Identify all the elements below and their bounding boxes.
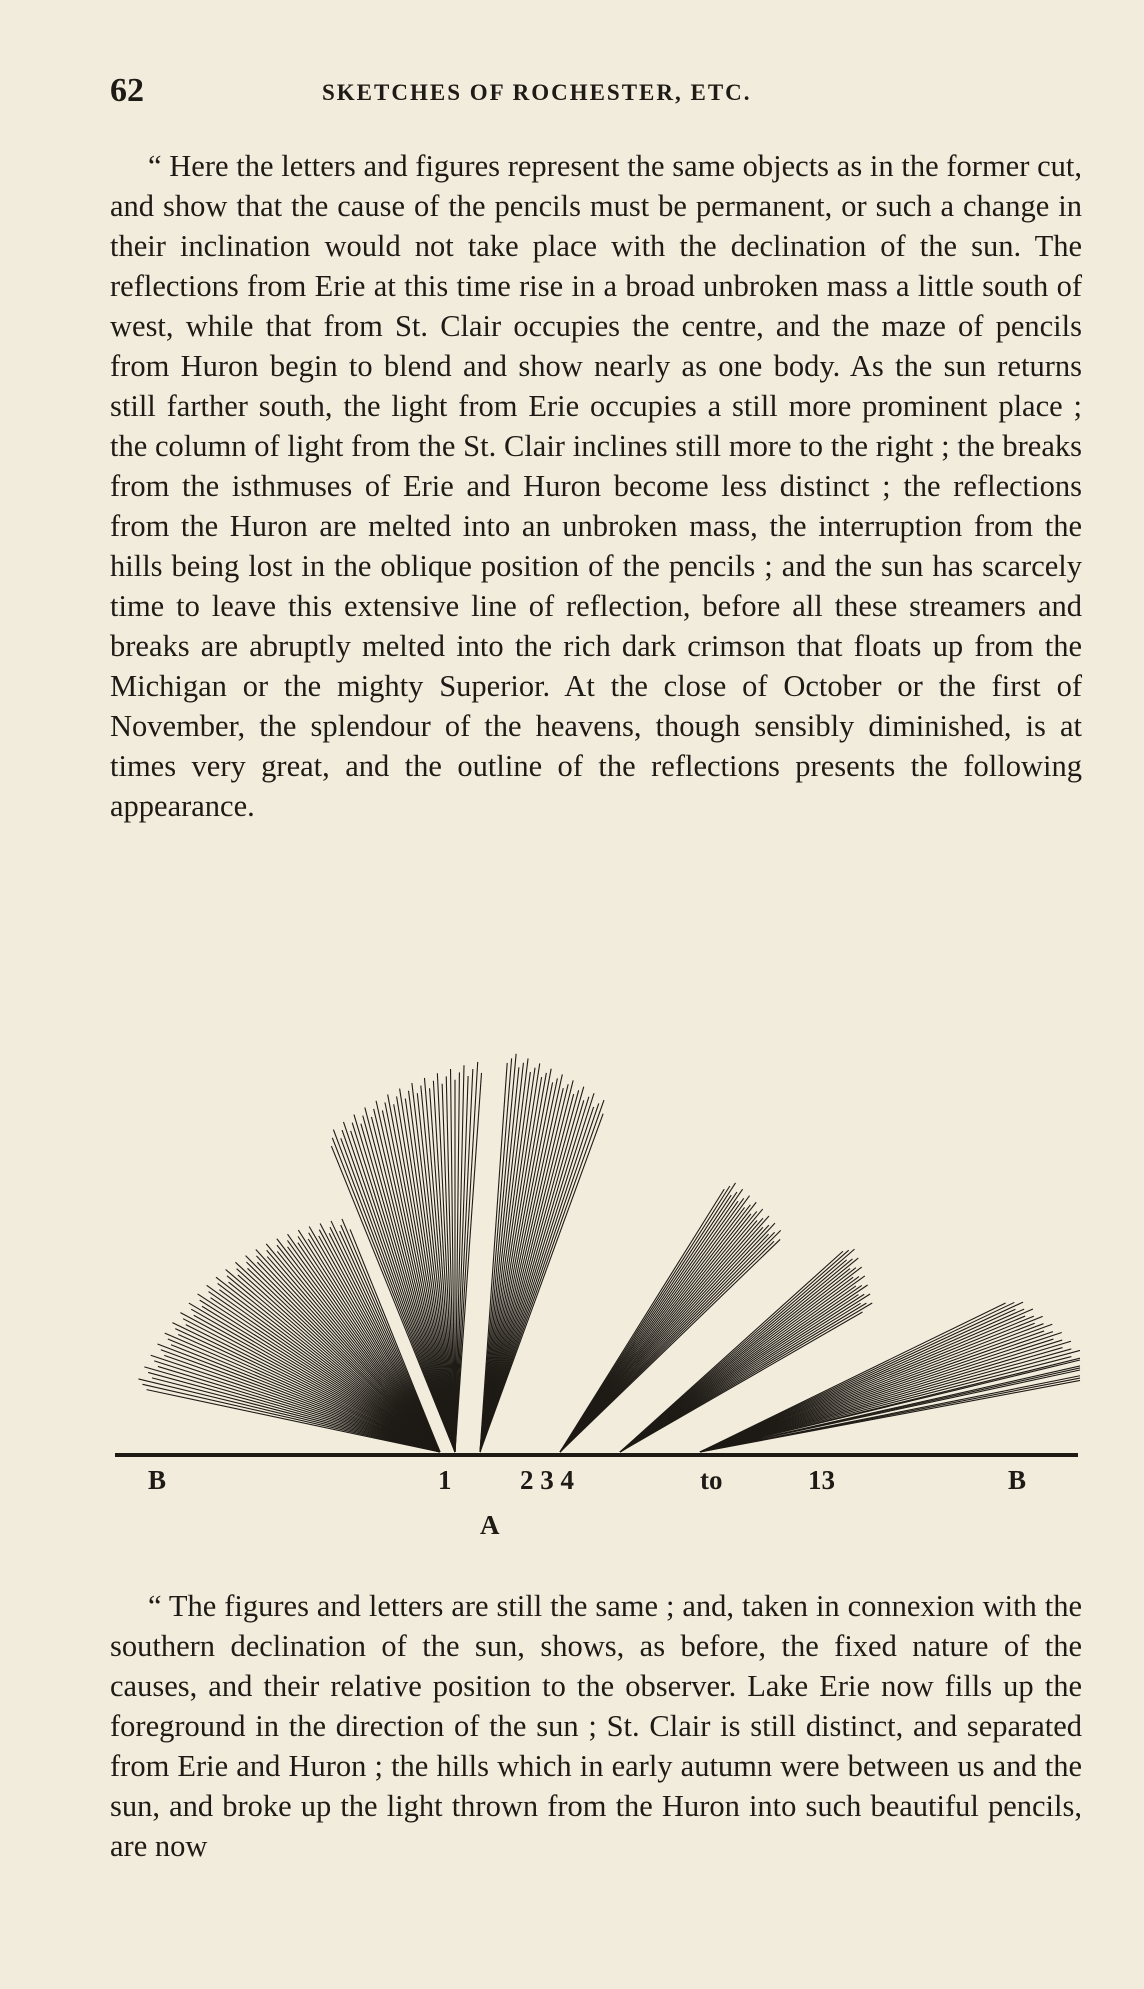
ray-5-209 <box>700 1360 1080 1452</box>
page-number: 62 <box>110 72 144 109</box>
ray-2-116 <box>480 1072 530 1452</box>
label-1: 1 <box>438 1465 452 1495</box>
label-2-3-4: 2 3 4 <box>520 1465 574 1495</box>
label-right-b: B <box>1008 1465 1027 1495</box>
label-to: to <box>700 1465 723 1495</box>
ray-2-119 <box>480 1077 542 1452</box>
page-header <box>110 72 1090 112</box>
reflection-figure <box>100 1040 1090 1560</box>
reflection-rays-engraving <box>100 1040 1090 1560</box>
paragraph-1: “ Here the letters and figures represent the same objects as in the former cut, and show that the cause of the pencils must be permanent, or such a change in their inclination would not take place with the declination of the sun. The reflections from Erie at this time rise in a broad unbroken mass a little south of west, while that from St. Clair occupies the centre, and the maze of pencils from Huron begin to blend and show nearly as one body. As the sun returns still farther south, the light from Erie occupies a still more prominent place ; the column of light from the St. Clair inclines still more to the right ; the breaks from the isthmuses of Erie and Huron become less distinct ; the reflections from the Huron are melted into an unbroken mass, the interruption from the hills being lost in the oblique position of the pencils ; and the sun has scarcely time to leave this extensive line of reflection, before all these streamers and breaks are abruptly melted into the rich dark crimson that floats up from the Michigan or the mighty Superior. At the close of October or the first of November, the splendour of the heavens, though sensibly diminished, is at times very great, and the outline of the reflections presents the following appearance. <box>110 149 1082 823</box>
ray-2-117 <box>480 1068 535 1452</box>
running-head: SKETCHES OF ROCHESTER, ETC. <box>322 80 752 105</box>
ray-2-122 <box>480 1082 553 1452</box>
label-13: 13 <box>808 1465 835 1495</box>
ray-2-127 <box>480 1080 573 1452</box>
label-left-b: B <box>148 1465 167 1495</box>
ray-2-130 <box>480 1087 584 1452</box>
ray-5-212 <box>700 1370 1080 1452</box>
ray-4-185 <box>620 1312 862 1452</box>
label-a: A <box>480 1510 500 1540</box>
paragraph-2: “ The figures and letters are still the same ; and, taken in connexion with the southern declination of the sun, shows, as before, the fixed nature of the causes, and their relative position to the observer. Lake Erie now fills up the foreground in the direction of the sun ; St. Clair is still distinct, and separated from Erie and Huron ; the hills which in early autumn were between us and the sun, and broke up the light thrown from the Huron into such beautiful pencils, are now <box>110 1589 1082 1863</box>
ray-2-124 <box>480 1074 562 1452</box>
